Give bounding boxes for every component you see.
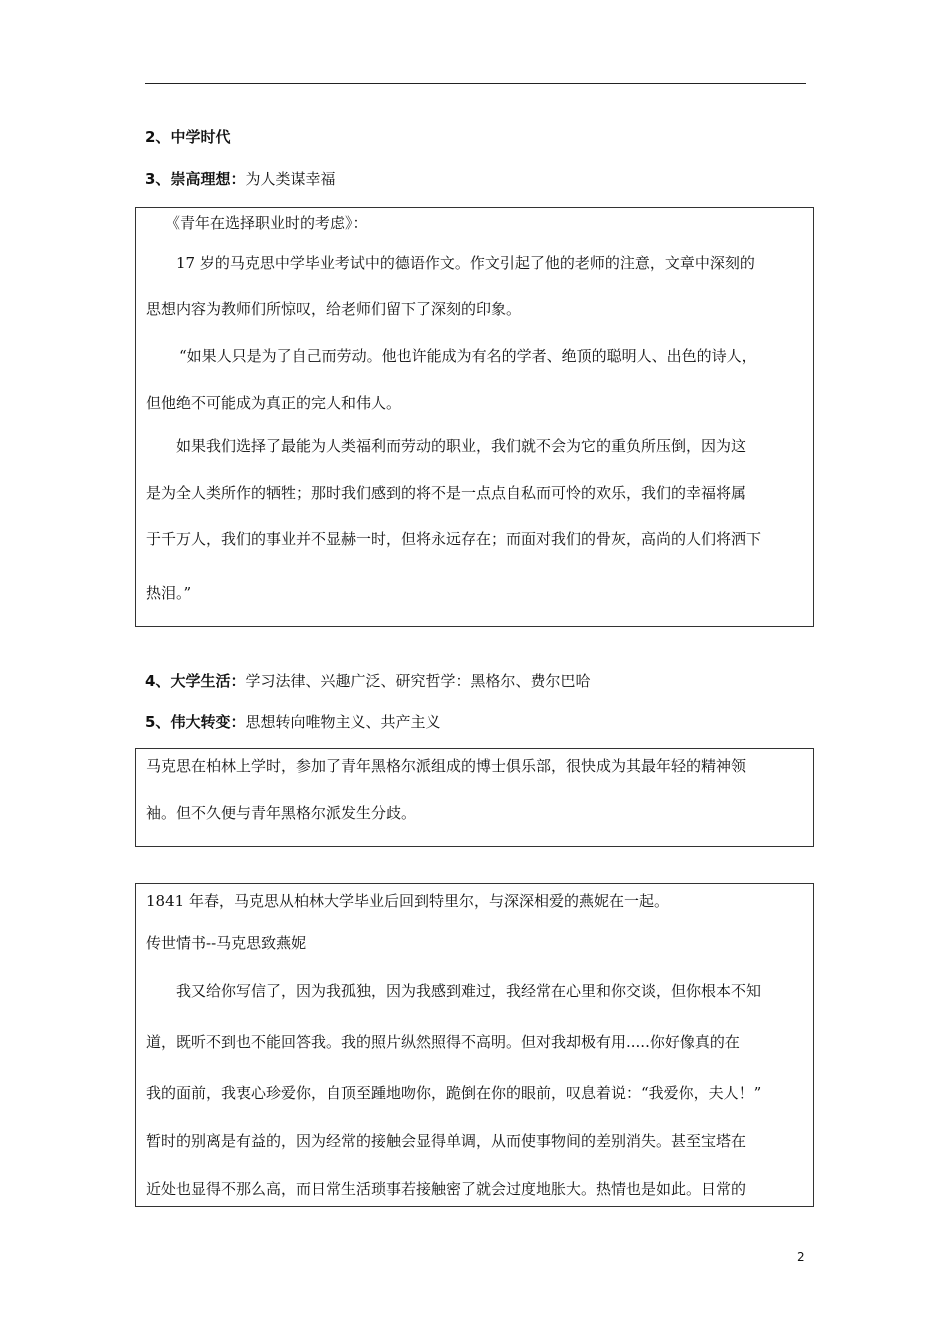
essay-title: 《青年在选择职业时的考虑》： — [165, 214, 368, 232]
text-line: 17 岁的马克思中学毕业考试中的德语作文。作文引起了他的老师的注意，文章中深刻的 — [176, 254, 755, 272]
berlin-box — [135, 748, 814, 847]
text-line: 热泪。” — [146, 584, 192, 602]
heading-middle-school: 2、中学时代 — [145, 128, 231, 146]
text-line: 袖。但不久便与青年黑格尔派发生分歧。 — [146, 804, 417, 822]
heading-transformation: 5、伟大转变：思想转向唯物主义、共产主义 — [145, 713, 441, 731]
text-line: 近处也显得不那么高，而日常生活琐事若接触密了就会过度地胀大。热情也是如此。日常的 — [146, 1180, 747, 1198]
essay-box — [135, 207, 814, 627]
text-line: 暂时的别离是有益的，因为经常的接触会显得单调，从而使事物间的差别消失。甚至宝塔在 — [146, 1132, 747, 1150]
text-line: “如果人只是为了自己而劳动。他也许能成为有名的学者、绝顶的聪明人、出色的诗人， — [179, 347, 757, 365]
page-number: 2 — [797, 1250, 805, 1264]
text-line: 是为全人类所作的牺牲；那时我们感到的将不是一点点自私而可怜的欢乐，我们的幸福将属 — [146, 484, 747, 502]
text-line: 1841 年春，马克思从柏林大学毕业后回到特里尔，与深深相爱的燕妮在一起。 — [146, 892, 669, 910]
text-line: 马克思在柏林上学时，参加了青年黑格尔派组成的博士俱乐部，很快成为其最年轻的精神领 — [146, 757, 747, 775]
text-line: 我又给你写信了，因为我孤独，因为我感到难过，我经常在心里和你交谈，但你根本不知 — [176, 982, 762, 1000]
text-line: 如果我们选择了最能为人类福利而劳动的职业，我们就不会为它的重负所压倒，因为这 — [176, 437, 747, 455]
text-line: 但他绝不可能成为真正的完人和伟人。 — [146, 394, 402, 412]
heading-ideal: 3、崇高理想：为人类谋幸福 — [145, 170, 336, 188]
heading-university: 4、大学生活：学习法律、兴趣广泛、研究哲学：黑格尔、费尔巴哈 — [145, 672, 591, 690]
text-line: 我的面前，我衷心珍爱你，自顶至踵地吻你，跪倒在你的眼前，叹息着说：“我爱你，夫人！” — [146, 1084, 762, 1102]
text-line: 道，既听不到也不能回答我。我的照片纵然照得不高明。但对我却极有用.....你好像真的在 — [146, 1033, 740, 1051]
text-line: 于千万人，我们的事业并不显赫一时，但将永远存在；而面对我们的骨灰，高尚的人们将洒下 — [146, 530, 762, 548]
letter-title: 传世情书--马克思致燕妮 — [146, 934, 307, 952]
text-line: 思想内容为教师们所惊叹，给老师们留下了深刻的印象。 — [146, 300, 522, 318]
header-rule — [145, 83, 806, 84]
love-letter-box — [135, 883, 814, 1207]
